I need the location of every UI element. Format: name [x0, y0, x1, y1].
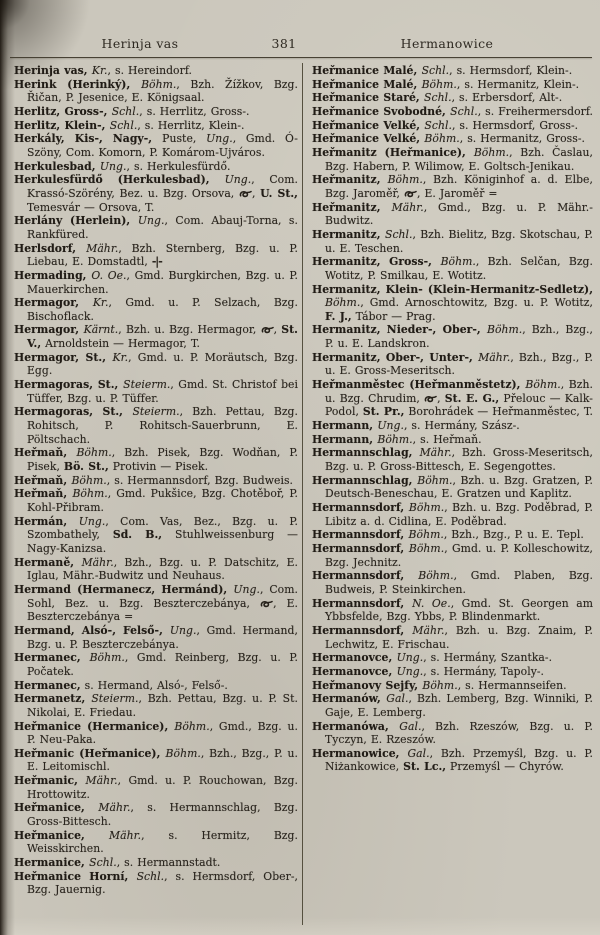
gazetteer-entry: Hermanitz, Gross-, Böhm., Bzh. Selčan, Bzg. Wotitz, P. Smilkau, E. Wotitz.: [312, 255, 593, 282]
gazetteer-entry: Herkály, Kis-, Nagy-, Puste, Ung., Gmd. Ó-Szöny, Com. Komorn, P. Komárom-Ujváros.: [14, 132, 298, 159]
gazetteer-entry: Hermagor, Kr., Gmd. u. P. Selzach, Bzg. Bischoflack.: [14, 296, 298, 323]
gazetteer-entry: Hermanovce, Ung., s. Hermány, Szantka-.: [312, 651, 553, 665]
gazetteer-entry: Hermannsdorf, Böhm., Gmd. Plaben, Bzg. Budweis, P. Steinkirchen.: [312, 569, 593, 596]
header-right-keyword: Hermanowice: [400, 36, 494, 51]
gazetteer-entry: Hermading, O. Oe., Gmd. Burgkirchen, Bzg. u. P. Mauerkirchen.: [14, 268, 298, 296]
gazetteer-entry: Hermanec, s. Hermand, Alsó-, Felső-.: [14, 678, 228, 692]
gazetteer-entry: Herink (Herinký), Böhm., Bzh. Žížkov, Bzg. Řičan, P. Jesenice, E. Königsaal.: [14, 77, 298, 105]
gazetteer-entry: Heřmanice Malé, Böhm., s. Hermanitz, Klein-.: [312, 77, 580, 91]
gazetteer-entry: Hermagor, St., Kr., Gmd. u. P. Moräutsch, Bzg. Egg.: [14, 350, 298, 378]
gazetteer-entry: Hermanitz, Schl., Bzh. Bielitz, Bzg. Skotschau, P. u. E. Teschen.: [312, 227, 593, 255]
header-rule: [10, 57, 592, 58]
gazetteer-entry: Hermanowice, Gal., Bzh. Przemyśl, Bzg. u. P. Niżankowice, St. Lc., Przemyśl — Chyrów.: [312, 746, 593, 774]
gazetteer-entry: Heřmaň, Böhm., Bzh. Pisek, Bzg. Wodňan, P. Pisek, Bö. St., Protivin — Pisek.: [14, 446, 298, 474]
gazetteer-entry: Hermanów, Gal., Bzh. Lemberg, Bzg. Winniki, P. Gaje, E. Lemberg.: [312, 692, 593, 719]
gazetteer-entry: Heřmanměstec (Heřmanměstetz), Böhm., Bzh. u. Bzg. Chrudim, , St. E. G., Přelouc — Kalk-Podol, St. Pr., Borohrádek — Heřmanměstec, T.: [312, 378, 593, 419]
gazetteer-entry: Heřmanice Svobodné, Schl., s. Freihermersdorf.: [312, 104, 593, 118]
post-horn-icon: [260, 597, 273, 610]
gazetteer-entry: Herlány (Herlein), Ung., Com. Abauj-Torna, s. Rankfüred.: [14, 214, 298, 241]
gazetteer-entry: Heřmanitz, Böhm., Bzh. Königinhof a. d. Elbe, Bzg. Jaroměř, , E. Jaroměř =: [312, 173, 593, 200]
column-divider: [302, 63, 303, 925]
gazetteer-entry: Heřmanic (Heřmanice), Böhm., Bzh., Bzg., P. u. E. Leitomischl.: [14, 746, 298, 774]
column-right: [312, 64, 593, 932]
gazetteer-entry: Hermanitz, Ober-, Unter-, Mähr., Bzh., Bzg., P. u. E. Gross-Meseritsch.: [312, 350, 593, 378]
gazetteer-entry: Heřmanice (Hermanice), Böhm., Gmd., Bzg. u. P. Neu-Paka.: [14, 719, 298, 747]
gazetteer-entry: Hermann, Ung., s. Hermány, Szász-.: [312, 419, 520, 433]
gazetteer-entry: Hermand, Alsó-, Felső-, Ung., Gmd. Hermand, Bzg. u. P. Beszterczebánya.: [14, 623, 298, 651]
page-number: 381: [271, 36, 297, 51]
post-horn-icon: [261, 323, 274, 336]
gazetteer-entry: Hermanec, Böhm., Gmd. Reinberg, Bzg. u. P. Počatek.: [14, 651, 298, 678]
gazetteer-entry: Hermannsdorf, Böhm., Gmd. u. P. Kolleschowitz, Bzg. Jechnitz.: [312, 541, 593, 569]
gazetteer-entry: Hermanovce, Ung., s. Hermány, Tapoly-.: [312, 664, 545, 678]
gazetteer-entry: Hermanice, Schl., s. Hermannstadt.: [14, 856, 221, 870]
gazetteer-entry: Heřmanice Horní, Schl., s. Hermsdorf, Ober-, Bzg. Jauernig.: [14, 869, 298, 897]
gazetteer-entry: Heřmanice Velké, Schl., s. Hermsdorf, Gross-.: [312, 118, 579, 132]
gazetteer-entry: Herlitz, Klein-, Schl., s. Herrlitz, Klein-.: [14, 118, 245, 132]
gazetteer-entry: Heřmanic, Mähr., Gmd. u. P. Rouchowan, Bzg. Hrottowitz.: [14, 774, 298, 801]
gazetteer-entry: Heřmanice, Mähr., s. Hermannschlag, Bzg. Gross-Bittesch.: [14, 801, 298, 829]
gazetteer-entry: Hermagor, Kärnt., Bzh. u. Bzg. Hermagor, , St. V., Arnoldstein — Hermagor, T.: [14, 323, 298, 351]
gazetteer-entry: Hermannsdorf, Böhm., Bzh. u. Bzg. Poděbrad, P. Libitz a. d. Cidlina, E. Poděbrad.: [312, 501, 593, 528]
gazetteer-entry: Hermann, Böhm., s. Heřmaň.: [312, 432, 482, 446]
gazetteer-entry: Hermagoras, St., Steierm., Gmd. St. Christof bei Tüffer, Bzg. u. P. Tüffer.: [14, 378, 298, 405]
header-left-keyword: Herinja vas: [101, 36, 179, 51]
gazetteer-entry: Hermanetz, Steierm., Bzh. Pettau, Bzg. u. P. St. Nikolai, E. Friedau.: [14, 692, 298, 719]
gazetteer-entry: Hermanitz, Nieder-, Ober-, Böhm., Bzh., Bzg., P. u. E. Landskron.: [312, 323, 593, 351]
gazetteer-entry: Hermannsdorf, N. Oe., Gmd. St. Georgen am Ybbsfelde, Bzg. Ybbs, P. Blindenmarkt.: [312, 596, 593, 624]
gazetteer-entry: Herlsdorf, Mähr., Bzh. Sternberg, Bzg. u. P. Liebau, E. Domstadtl, -|-: [14, 241, 298, 269]
gazetteer-entry: Heřmaň, Böhm., Gmd. Pukšice, Bzg. Chotěboř, P. Kohl-Přibram.: [14, 487, 298, 514]
gazetteer-entry: Hermán, Ung., Com. Vas, Bez., Bzg. u. P. Szombathely, Sd. B., Stuhlweissenburg — Nagy-Kanizsa.: [14, 514, 298, 555]
gazetteer-entry: Heřmanitz, Mähr., Gmd., Bzg. u. P. Mähr.-Budwitz.: [312, 200, 593, 228]
gazetteer-entry: Hermand (Hermanecz, Hermánd), Ung., Com. Sohl, Bez. u. Bzg. Beszterczebánya, , E. Beszterczebánya =: [14, 582, 298, 624]
gazetteer-entry: Hermaně, Mähr., Bzh., Bzg. u. P. Datschitz, E. Iglau, Mähr.-Budwitz und Neuhaus.: [14, 555, 298, 583]
gazetteer-entry: Herkulesbad, Ung., s. Herkulesfürdő.: [14, 159, 231, 173]
gazetteer-entry: Heřmaň, Böhm., s. Hermannsdorf, Bzg. Budweis.: [14, 473, 294, 487]
gazetteer-entry: Heřmanice Velké, Böhm., s. Hermanitz, Gross-.: [312, 132, 586, 146]
gazetteer-entry: Heřmanitz (Heřmanice), Böhm., Bzh. Časlau, Bzg. Habern, P. Wilimow, E. Goltsch-Jenikau.: [312, 145, 593, 173]
post-horn-icon: [424, 392, 437, 405]
post-horn-icon: [239, 187, 252, 200]
gazetteer-entry: Hermanówa, Gal., Bzh. Rzeszów, Bzg. u. P. Tyczyn, E. Rzeszów.: [312, 719, 593, 747]
column-left: [14, 64, 298, 932]
gazetteer-entry: Herlitz, Gross-, Schl., s. Herrlitz, Gross-.: [14, 104, 250, 118]
page-header: [0, 36, 600, 54]
post-horn-icon: [404, 187, 417, 200]
gazetteer-entry: Hermannschlag, Böhm., Bzh. u. Bzg. Gratzen, P. Deutsch-Beneschau, E. Gratzen und Kaplitz.: [312, 473, 593, 501]
gazetteer-entry: Hermannsdorf, Böhm., Bzh., Bzg., P. u. E. Tepl.: [312, 528, 584, 542]
gazetteer-entry: Heřmanovy Sejfy, Böhm., s. Hermannseifen.: [312, 678, 567, 692]
gazetteer-entry: Heřmanice, Mähr., s. Hermitz, Bzg. Weisskirchen.: [14, 828, 298, 856]
gazetteer-entry: Hermagoras, St., Steierm., Bzh. Pettau, Bzg. Rohitsch, P. Rohitsch-Sauerbrunn, E. Pöltschach.: [14, 405, 298, 446]
gazetteer-entry: Herkulesfürdő (Herkulesbad), Ung., Com. Krassó-Szörény, Bez. u. Bzg. Orsova, , U. St., Temesvár — Orsova, T.: [14, 173, 298, 214]
gazetteer-entry: Hermanitz, Klein- (Klein-Hermanitz-Sedletz), Böhm., Gmd. Arnoschtowitz, Bzg. u. P. Wotitz, F. J., Tábor — Prag.: [312, 282, 593, 323]
gazetteer-entry: Herinja vas, Kr., s. Hereindorf.: [14, 64, 192, 77]
gazetteer-entry: Hermannschlag, Mähr., Bzh. Gross-Meseritsch, Bzg. u. P. Gross-Bittesch, E. Segengottes.: [312, 446, 593, 474]
gazetteer-entry: Heřmanice Staré, Schl., s. Erbersdorf, Alt-.: [312, 91, 563, 105]
gazetteer-entry: Heřmanice Malé, Schl., s. Hermsdorf, Klein-.: [312, 64, 573, 77]
telegraph-icon: -|-: [151, 255, 162, 269]
gazetteer-entry: Hermannsdorf, Mähr., Bzh. u. Bzg. Znaim, P. Lechwitz, E. Frischau.: [312, 623, 593, 651]
